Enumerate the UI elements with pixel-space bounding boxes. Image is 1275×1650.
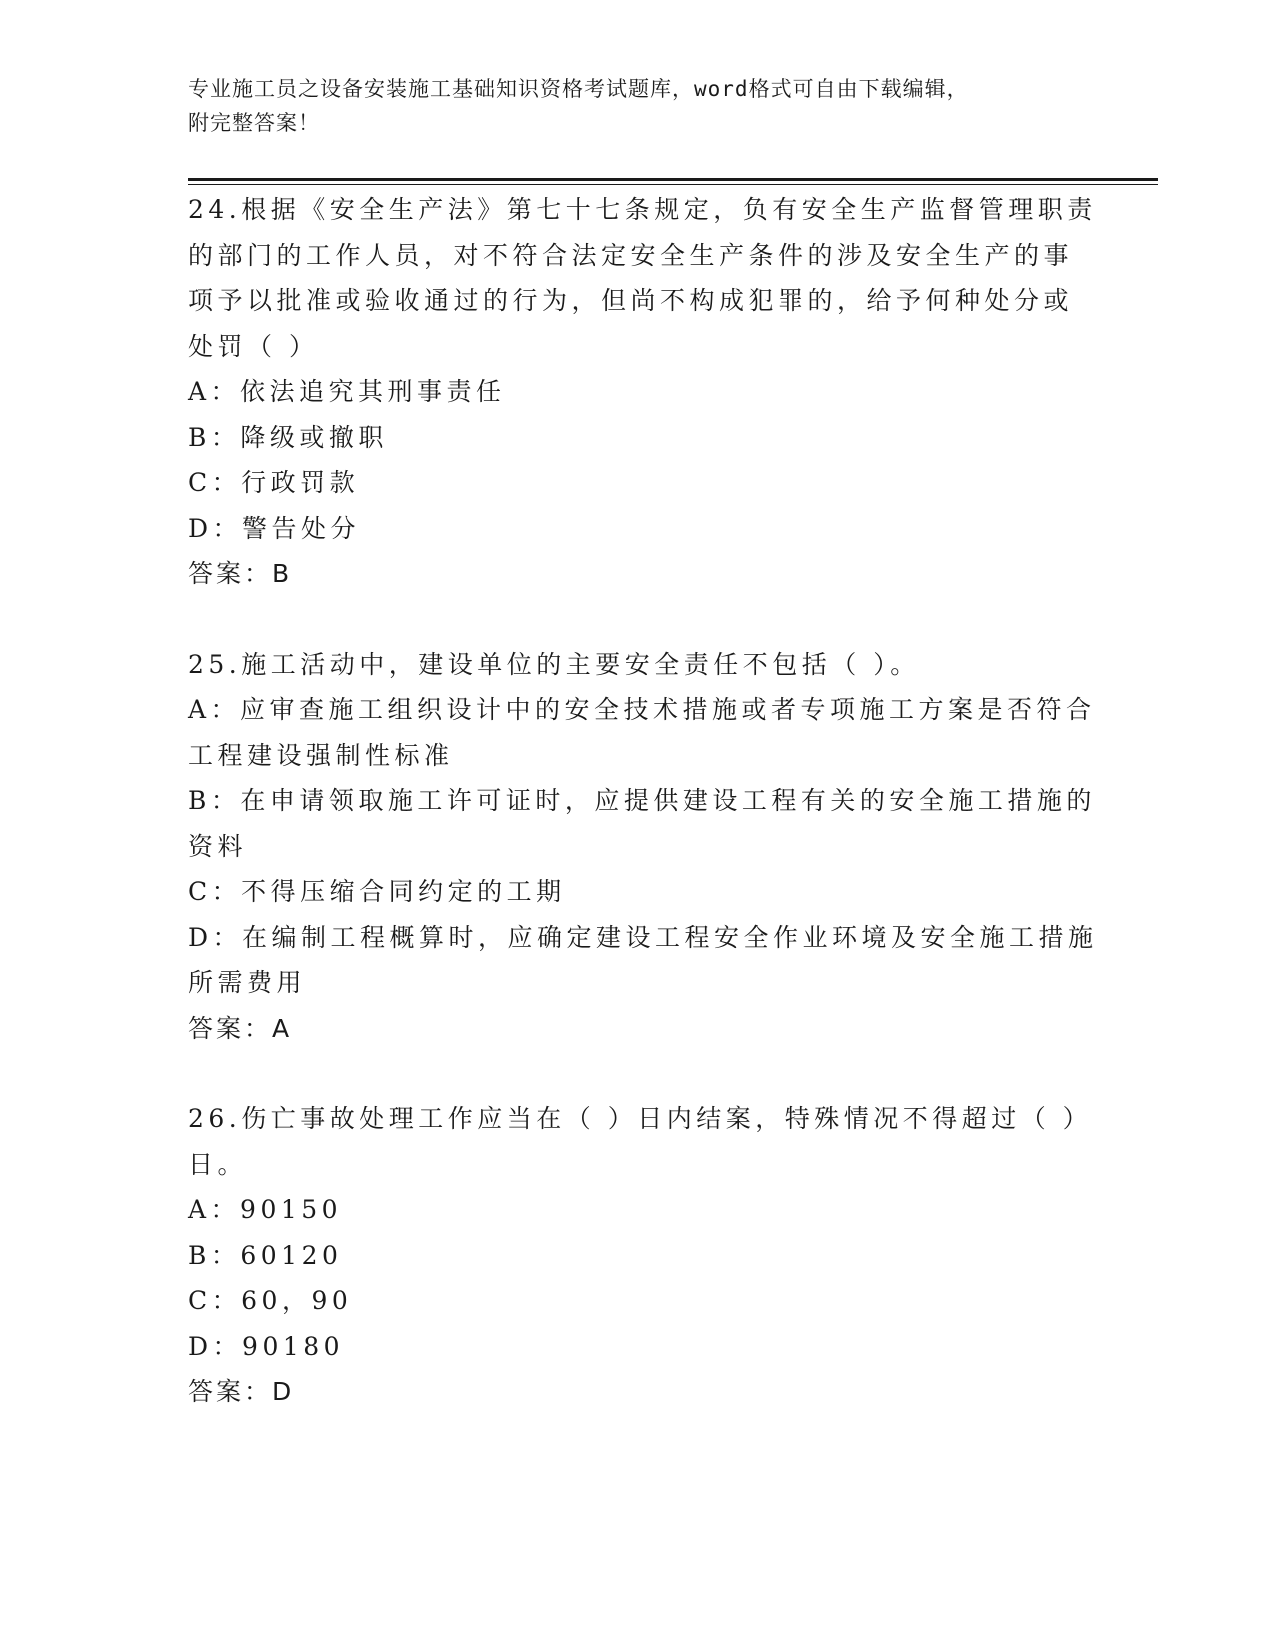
question-stem-line: 日。 [188, 1149, 248, 1179]
question-list [188, 187, 1098, 1415]
option-d: D：警告处分 [188, 513, 361, 543]
question-spacer [188, 1051, 1088, 1096]
question-stem-line: 项予以批准或验收通过的行为，但尚不构成犯罪的，给予何种处分或 [188, 286, 1074, 315]
question-spacer [188, 597, 1088, 642]
option-c: C：不得压缩合同约定的工期 [188, 877, 566, 906]
question-stem-line: 26.伤亡事故处理工作应当在（ ）日内结案，特殊情况不得超过（ ） [188, 1104, 1093, 1133]
question-26 [188, 1096, 1093, 1415]
option-b-continued: 资料 [188, 831, 248, 861]
question-stem-line: 24.根据《安全生产法》第七十七条规定，负有安全生产监督管理职责 [188, 195, 1097, 224]
option-b: B：60120 [188, 1240, 343, 1270]
option-a-continued: 工程建设强制性标准 [188, 740, 454, 770]
question-stem-line: 25.施工活动中，建设单位的主要安全责任不包括（ ）。 [188, 649, 920, 679]
option-b: B：在申请领取施工许可证时，应提供建设工程有关的安全施工措施的 [188, 786, 1096, 815]
option-a: A：应审查施工组织设计中的安全技术措施或者专项施工方案是否符合 [188, 695, 1096, 724]
option-c: C：60，90 [188, 1286, 353, 1315]
answer-line: 答案：A [188, 1013, 293, 1043]
question-25 [188, 642, 1098, 1052]
answer-line: 答案：D [188, 1377, 295, 1406]
question-stem-line: 处罚（ ） [188, 331, 319, 361]
option-d-continued: 所需费用 [188, 968, 307, 997]
header-line-1: 专业施工员之设备安装施工基础知识资格考试题库，word格式可自由下载编辑， [188, 77, 969, 101]
option-d: D：在编制工程概算时，应确定建设工程安全作业环境及安全施工措施 [188, 922, 1098, 952]
answer-line: 答案：B [188, 559, 293, 588]
header-line-2: 附完整答案！ [188, 111, 320, 135]
option-d: D：90180 [188, 1331, 345, 1361]
option-a: A：90150 [188, 1195, 343, 1224]
document-header [188, 72, 1088, 140]
option-b: B：降级或撤职 [188, 422, 388, 452]
header-divider-thin [188, 184, 1158, 185]
option-c: C：行政罚款 [188, 468, 360, 497]
header-divider-thick [188, 178, 1158, 181]
question-stem-line: 的部门的工作人员，对不符合法定安全生产条件的涉及安全生产的事 [188, 240, 1074, 270]
option-a: A：依法追究其刑事责任 [188, 377, 506, 406]
question-24 [188, 187, 1097, 597]
